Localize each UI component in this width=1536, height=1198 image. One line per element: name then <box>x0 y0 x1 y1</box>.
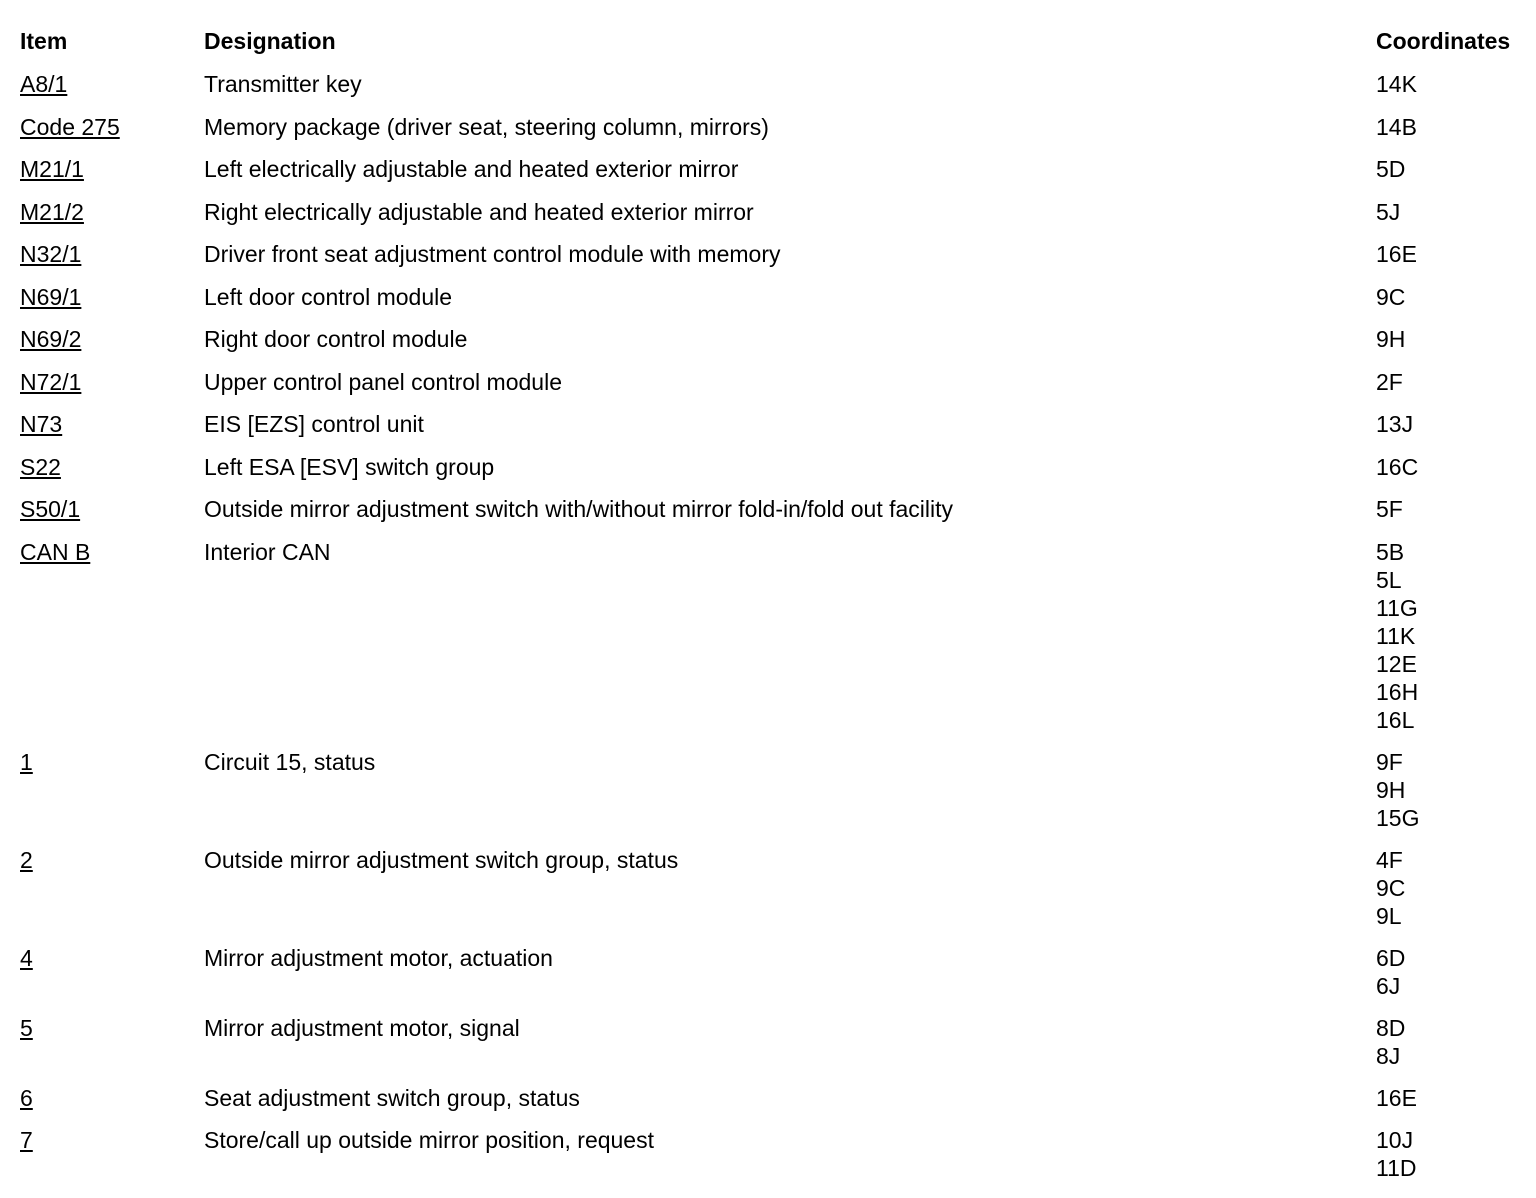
coordinates-cell <box>1376 538 1418 734</box>
designation-text: Mirror adjustment motor, actuation <box>204 944 553 971</box>
designation-text: Right electrically adjustable and heated exterior mirror <box>204 198 754 225</box>
item-link[interactable]: 5 <box>20 1014 33 1041</box>
coordinate-value: 9H <box>1376 326 1406 352</box>
coordinate-value: 6J <box>1376 972 1401 999</box>
designation-text: Store/call up outside mirror position, request <box>204 1127 654 1153</box>
item-link[interactable]: Code 275 <box>20 113 120 140</box>
designation-text: Outside mirror adjustment switch group, status <box>204 846 679 873</box>
item-link[interactable]: M21/1 <box>20 156 84 182</box>
item-link[interactable]: M21/2 <box>20 198 84 225</box>
coordinates-cell <box>1376 198 1400 226</box>
coordinate-value: 16E <box>1376 241 1417 267</box>
coordinates-cell <box>1376 410 1413 438</box>
header-designation: Designation <box>204 28 336 54</box>
coordinate-value: 16C <box>1376 453 1419 480</box>
coordinate-value: 14B <box>1376 113 1417 140</box>
designation-text: Right door control module <box>204 326 468 352</box>
coordinates-cell <box>1376 1126 1417 1182</box>
designation-text: Left ESA [ESV] switch group <box>204 453 495 480</box>
item-link[interactable]: N72/1 <box>20 368 82 395</box>
designation-text: Transmitter key <box>204 71 362 97</box>
coordinate-value: 9L <box>1376 902 1402 929</box>
coordinate-value: 10J <box>1376 1127 1414 1153</box>
item-link[interactable]: 4 <box>20 944 33 971</box>
coordinate-value: 9H <box>1376 776 1406 803</box>
coordinates-cell <box>1376 113 1417 141</box>
coordinate-value: 16H <box>1376 678 1419 705</box>
coordinate-value: 16E <box>1376 1084 1417 1111</box>
designation-text: Outside mirror adjustment switch with/without mirror fold-in/fold out facility <box>204 496 954 522</box>
coordinates-cell <box>1376 325 1405 353</box>
coordinate-value: 5F <box>1376 496 1403 522</box>
coordinate-value: 16L <box>1376 706 1415 733</box>
coordinates-cell <box>1376 1014 1405 1070</box>
coordinate-value: 2F <box>1376 368 1403 395</box>
designation-text: Left electrically adjustable and heated exterior mirror <box>204 156 739 182</box>
coordinate-value: 4F <box>1376 846 1403 873</box>
coordinate-value: 9C <box>1376 874 1406 901</box>
coordinates-cell <box>1376 368 1403 396</box>
coordinate-value: 11K <box>1376 622 1416 649</box>
item-link[interactable]: N69/2 <box>20 326 82 352</box>
coordinate-value: 9C <box>1376 283 1406 310</box>
item-link[interactable]: 2 <box>20 846 33 873</box>
designation-text: Mirror adjustment motor, signal <box>204 1014 520 1041</box>
designation-text: Seat adjustment switch group, status <box>204 1084 580 1111</box>
coordinate-value: 15G <box>1376 804 1420 831</box>
header-item: Item <box>20 28 68 54</box>
coordinate-value: 14K <box>1376 71 1417 97</box>
coordinates-cell <box>1376 453 1418 481</box>
designation-text: EIS [EZS] control unit <box>204 411 424 437</box>
coordinate-value: 11G <box>1376 594 1418 621</box>
designation-text: Upper control panel control module <box>204 368 562 395</box>
coordinate-value: 11D <box>1376 1155 1417 1181</box>
coordinate-value: 5J <box>1376 198 1401 225</box>
coordinates-cell <box>1376 944 1405 1000</box>
coordinate-value: 13J <box>1376 411 1414 437</box>
coordinate-value: 9F <box>1376 748 1403 775</box>
item-link[interactable]: N69/1 <box>20 283 82 310</box>
coordinates-cell <box>1376 748 1419 832</box>
coordinates-cell <box>1376 240 1417 268</box>
coordinates-cell <box>1376 846 1405 930</box>
item-link[interactable]: N73 <box>20 411 63 437</box>
coordinates-cell <box>1376 1084 1417 1112</box>
item-link[interactable]: 7 <box>20 1127 33 1153</box>
item-link[interactable]: 6 <box>20 1084 33 1111</box>
coordinate-value: 6D <box>1376 944 1406 971</box>
coordinate-value: 5B <box>1376 538 1405 565</box>
item-link[interactable]: S50/1 <box>20 496 81 522</box>
designation-text: Circuit 15, status <box>204 748 376 775</box>
coordinate-value: 5D <box>1376 156 1406 182</box>
coordinates-cell <box>1376 283 1405 311</box>
coordinates-cell <box>1376 155 1405 183</box>
designation-text: Memory package (driver seat, steering column, mirrors) <box>204 113 769 140</box>
item-link[interactable]: N32/1 <box>20 241 82 267</box>
header-coordinates: Coordinates <box>1376 28 1511 54</box>
coordinate-value: 5L <box>1376 566 1402 593</box>
coordinate-value: 8J <box>1376 1042 1401 1069</box>
item-link[interactable]: S22 <box>20 453 61 480</box>
item-link[interactable]: CAN B <box>20 538 91 565</box>
coordinate-value: 12E <box>1376 650 1417 677</box>
designation-text: Left door control module <box>204 283 453 310</box>
item-link[interactable]: A8/1 <box>20 71 68 97</box>
coordinate-value: 8D <box>1376 1014 1406 1041</box>
coordinates-cell <box>1376 70 1417 98</box>
coordinates-cell <box>1376 495 1403 523</box>
designation-text: Driver front seat adjustment control module with memory <box>204 241 781 267</box>
designation-text: Interior CAN <box>204 538 331 565</box>
item-link[interactable]: 1 <box>20 748 33 775</box>
